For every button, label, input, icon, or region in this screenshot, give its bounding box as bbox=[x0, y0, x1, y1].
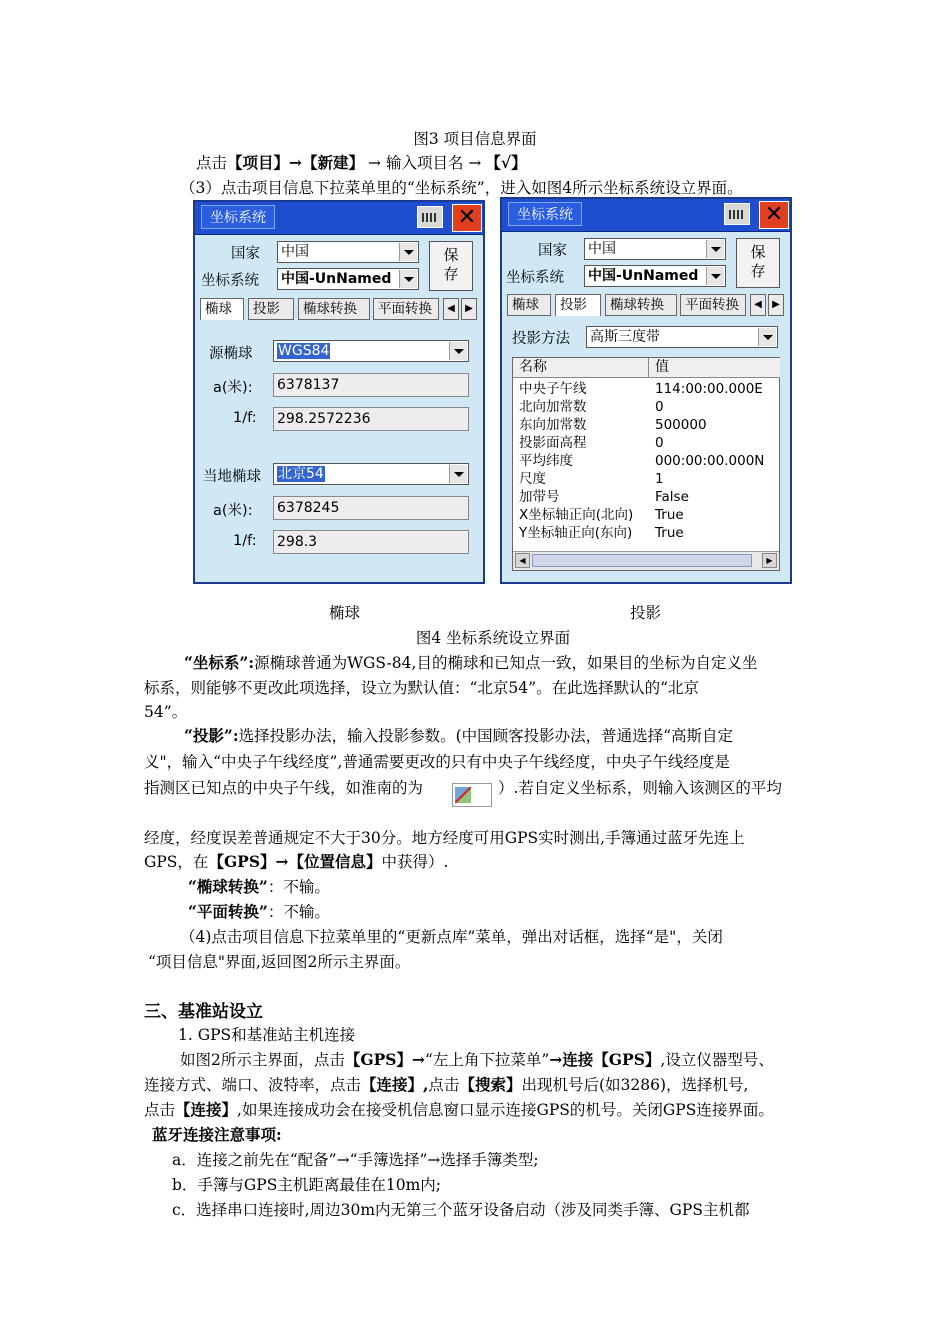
semi-major-label-local: a(米): bbox=[213, 503, 253, 519]
coord-system-select[interactable] bbox=[584, 265, 726, 287]
subsection-1: 1. GPS和基准站主机连接 bbox=[178, 1026, 356, 1044]
coord-para-line1: “坐标系”:源椭球普通为WGS-84,目的椭球和已知点一致，如果目的坐标为自定义坐 bbox=[184, 653, 758, 672]
ellipsoid-conv-line: “椭球转换”：不输。 bbox=[188, 877, 330, 896]
tab-plane-conversion[interactable]: 平面转换 bbox=[373, 298, 439, 320]
tab-strip bbox=[200, 298, 482, 320]
source-ellipsoid-select[interactable] bbox=[273, 340, 469, 362]
proj-para-bold: “投影”: bbox=[184, 726, 239, 745]
source-ellipsoid-label: 源椭球 bbox=[209, 346, 253, 362]
semi-major-field-local[interactable]: 6378245 bbox=[273, 496, 469, 520]
coord-system-select[interactable] bbox=[277, 268, 419, 290]
chevron-down-icon[interactable] bbox=[758, 328, 776, 346]
coord-system-value: 中国-UnNamed bbox=[588, 268, 699, 284]
conn-para-line3: 点击【连接】,如果连接成功会在接受机信息窗口显示连接GPS的机号。关闭GPS连接界面。 bbox=[144, 1100, 774, 1119]
coord-para-line3: 54”。 bbox=[144, 703, 188, 721]
tab-projection[interactable]: 投影 bbox=[248, 298, 294, 320]
tab-scroll-left-icon[interactable]: ◀ bbox=[443, 298, 459, 320]
chevron-down-icon[interactable] bbox=[399, 243, 417, 261]
step-confirm: 【√】 bbox=[485, 153, 527, 172]
chevron-down-icon[interactable] bbox=[399, 270, 417, 288]
proj-para-line3a: 指测区已知点的中央子午线，如淮南的为 bbox=[144, 779, 424, 797]
tab-projection[interactable]: 投影 bbox=[555, 294, 601, 316]
source-ellipsoid-value: WGS84 bbox=[278, 343, 330, 359]
proj-para-line2: 义"，输入“中央子午线经度”,普通需要更改的只有中央子午线经度，中央子午线经度是 bbox=[144, 753, 730, 771]
coord-system-value: 中国-UnNamed bbox=[281, 271, 392, 287]
table-row[interactable]: 北向加常数 0 bbox=[519, 399, 664, 415]
title-bar bbox=[195, 202, 483, 235]
save-label: 保存 bbox=[443, 246, 459, 283]
para4-line1: （4)点击项目信息下拉菜单里的“更新点库”菜单，弹出对话框，选择“是"，关闭 bbox=[180, 928, 723, 946]
step-arrow-text: → 输入项目名 → bbox=[368, 154, 482, 172]
country-select[interactable] bbox=[584, 238, 726, 260]
step-new: 【新建】 bbox=[302, 153, 365, 172]
coord-para-bold: “坐标系”: bbox=[184, 653, 255, 672]
proj-para-line1: “投影”:选择投影办法，输入投影参数。(中国顾客投影办法，普通选择“高斯自定 bbox=[184, 726, 734, 745]
step-prefix: 点击 bbox=[196, 154, 228, 172]
table-row[interactable]: 平均纬度 000:00:00.000N bbox=[519, 453, 765, 469]
save-button[interactable] bbox=[429, 241, 473, 291]
flattening-field[interactable]: 298.2572236 bbox=[273, 407, 469, 431]
close-button[interactable]: ✕ bbox=[452, 204, 482, 232]
local-ellipsoid-select[interactable] bbox=[273, 463, 469, 485]
column-header-value[interactable]: 值 bbox=[649, 358, 780, 378]
chevron-down-icon[interactable] bbox=[706, 267, 724, 285]
window-title: 坐标系统 bbox=[201, 205, 275, 229]
keyboard-icon[interactable] bbox=[417, 206, 443, 228]
projection-method-label: 投影方法 bbox=[512, 331, 570, 347]
tab-scroll-right-icon[interactable]: ▶ bbox=[768, 294, 784, 316]
plane-conv-line: “平面转换”：不输。 bbox=[188, 902, 330, 921]
local-ellipsoid-label: 当地椭球 bbox=[203, 469, 261, 485]
projection-method-value: 高斯三度带 bbox=[590, 329, 660, 345]
scroll-thumb[interactable] bbox=[532, 554, 752, 567]
step-line bbox=[196, 151, 527, 173]
list-item: c．选择串口连接时,周边30m内无第三个蓝牙设备启动（涉及同类手簿、GPS主机都 bbox=[172, 1201, 750, 1219]
country-value: 中国 bbox=[281, 244, 309, 260]
tab-ellipsoid-conversion[interactable]: 椭球转换 bbox=[605, 294, 677, 316]
figure3-caption: 图3 项目信息界面 bbox=[413, 130, 537, 148]
step-arrow: → bbox=[289, 153, 303, 172]
chevron-down-icon[interactable] bbox=[706, 240, 724, 258]
coord-system-label: 坐标系统 bbox=[506, 270, 564, 286]
tab-ellipsoid[interactable]: 椭球 bbox=[200, 298, 244, 320]
paragraph-3: （3）点击项目信息下拉菜单里的“坐标系统”，进入如图4所示坐标系统设立界面。 bbox=[180, 179, 743, 197]
country-label: 国家 bbox=[538, 243, 567, 259]
chevron-down-icon[interactable] bbox=[449, 465, 467, 483]
table-row[interactable]: Y坐标轴正向(东向) True bbox=[519, 525, 684, 541]
coord-system-window-projection bbox=[500, 197, 792, 584]
tab-scroll-right-icon[interactable]: ▶ bbox=[461, 298, 477, 320]
tab-scroll-left-icon[interactable]: ◀ bbox=[750, 294, 766, 316]
window-title: 坐标系统 bbox=[508, 202, 582, 226]
coord-system-window-ellipsoid bbox=[193, 200, 485, 584]
semi-major-field[interactable]: 6378137 bbox=[273, 373, 469, 397]
list-item: b．手簿与GPS主机距离最佳在10m内; bbox=[172, 1176, 441, 1194]
coord-system-label: 坐标系统 bbox=[201, 273, 259, 289]
table-row[interactable]: 投影面高程 0 bbox=[519, 435, 664, 451]
table-row[interactable]: 中央子午线 114:00:00.000E bbox=[519, 381, 763, 397]
scroll-left-icon[interactable]: ◀ bbox=[515, 553, 530, 568]
coord-para-line2: 标系，则能够不更改此项选择，设立为默认值：“北京54”。在此选择默认的“北京 bbox=[144, 679, 699, 697]
broken-image-icon bbox=[452, 783, 492, 807]
proj-para-line4: 经度，经度误差普通规定不大于30分。地方经度可用GPS实时测出,手簿通过蓝牙先连上 bbox=[144, 829, 745, 847]
horizontal-scrollbar[interactable] bbox=[513, 551, 779, 570]
proj-para-line5: GPS，在【GPS】→【位置信息】中获得）. bbox=[144, 852, 449, 871]
tab-plane-conversion[interactable]: 平面转换 bbox=[680, 294, 746, 316]
flattening-label-local: 1/f: bbox=[233, 533, 257, 549]
scroll-right-icon[interactable]: ▶ bbox=[762, 553, 777, 568]
sub-caption-ellipsoid: 椭球 bbox=[329, 604, 361, 622]
tab-ellipsoid-conversion[interactable]: 椭球转换 bbox=[298, 298, 370, 320]
tab-strip bbox=[507, 294, 789, 316]
section-3-title: 三、基准站设立 bbox=[144, 1002, 263, 1022]
country-label: 国家 bbox=[231, 246, 260, 262]
table-row[interactable]: 东向加常数 500000 bbox=[519, 417, 707, 433]
table-row[interactable]: X坐标轴正向(北向) True bbox=[519, 507, 684, 523]
conn-para-line1: 如图2所示主界面，点击【GPS】→“左上角下拉菜单”→连接【GPS】,设立仪器型号、 bbox=[180, 1050, 774, 1069]
column-header-name[interactable]: 名称 bbox=[513, 358, 649, 378]
flattening-field-local[interactable]: 298.3 bbox=[273, 530, 469, 554]
country-select[interactable] bbox=[277, 241, 419, 263]
save-label: 保存 bbox=[750, 243, 766, 280]
proj-para-line3b: ）.若自定义坐标系，则输入该测区的平均 bbox=[498, 779, 782, 797]
conn-para-line2: 连接方式、端口、波特率，点击【连接】,点击【搜索】出现机号后(如3286)，选择机号, bbox=[144, 1075, 749, 1094]
para4-line2: “项目信息"界面,返回图2所示主界面。 bbox=[148, 953, 411, 971]
step-project: 【项目】 bbox=[227, 153, 290, 172]
projection-params-list[interactable] bbox=[512, 357, 780, 571]
flattening-label: 1/f: bbox=[233, 410, 257, 426]
bluetooth-notes-title: 蓝牙连接注意事项: bbox=[152, 1125, 282, 1144]
list-item: a．连接之前先在“配备”→“手簿选择”→选择手簿类型; bbox=[172, 1151, 539, 1169]
projection-method-select[interactable] bbox=[586, 326, 778, 348]
figure4-caption: 图4 坐标系统设立界面 bbox=[415, 629, 571, 647]
table-row[interactable]: 加带号 False bbox=[519, 489, 689, 505]
local-ellipsoid-value: 北京54 bbox=[278, 466, 324, 482]
table-row[interactable]: 尺度 1 bbox=[519, 471, 664, 487]
tab-ellipsoid[interactable]: 椭球 bbox=[507, 294, 551, 316]
save-button[interactable] bbox=[736, 238, 780, 288]
country-value: 中国 bbox=[588, 241, 616, 257]
keyboard-icon[interactable] bbox=[724, 203, 750, 225]
semi-major-label: a(米): bbox=[213, 380, 253, 396]
chevron-down-icon[interactable] bbox=[449, 342, 467, 360]
sub-caption-projection: 投影 bbox=[630, 604, 662, 622]
title-bar bbox=[502, 199, 790, 232]
close-button[interactable]: ✕ bbox=[759, 201, 789, 229]
